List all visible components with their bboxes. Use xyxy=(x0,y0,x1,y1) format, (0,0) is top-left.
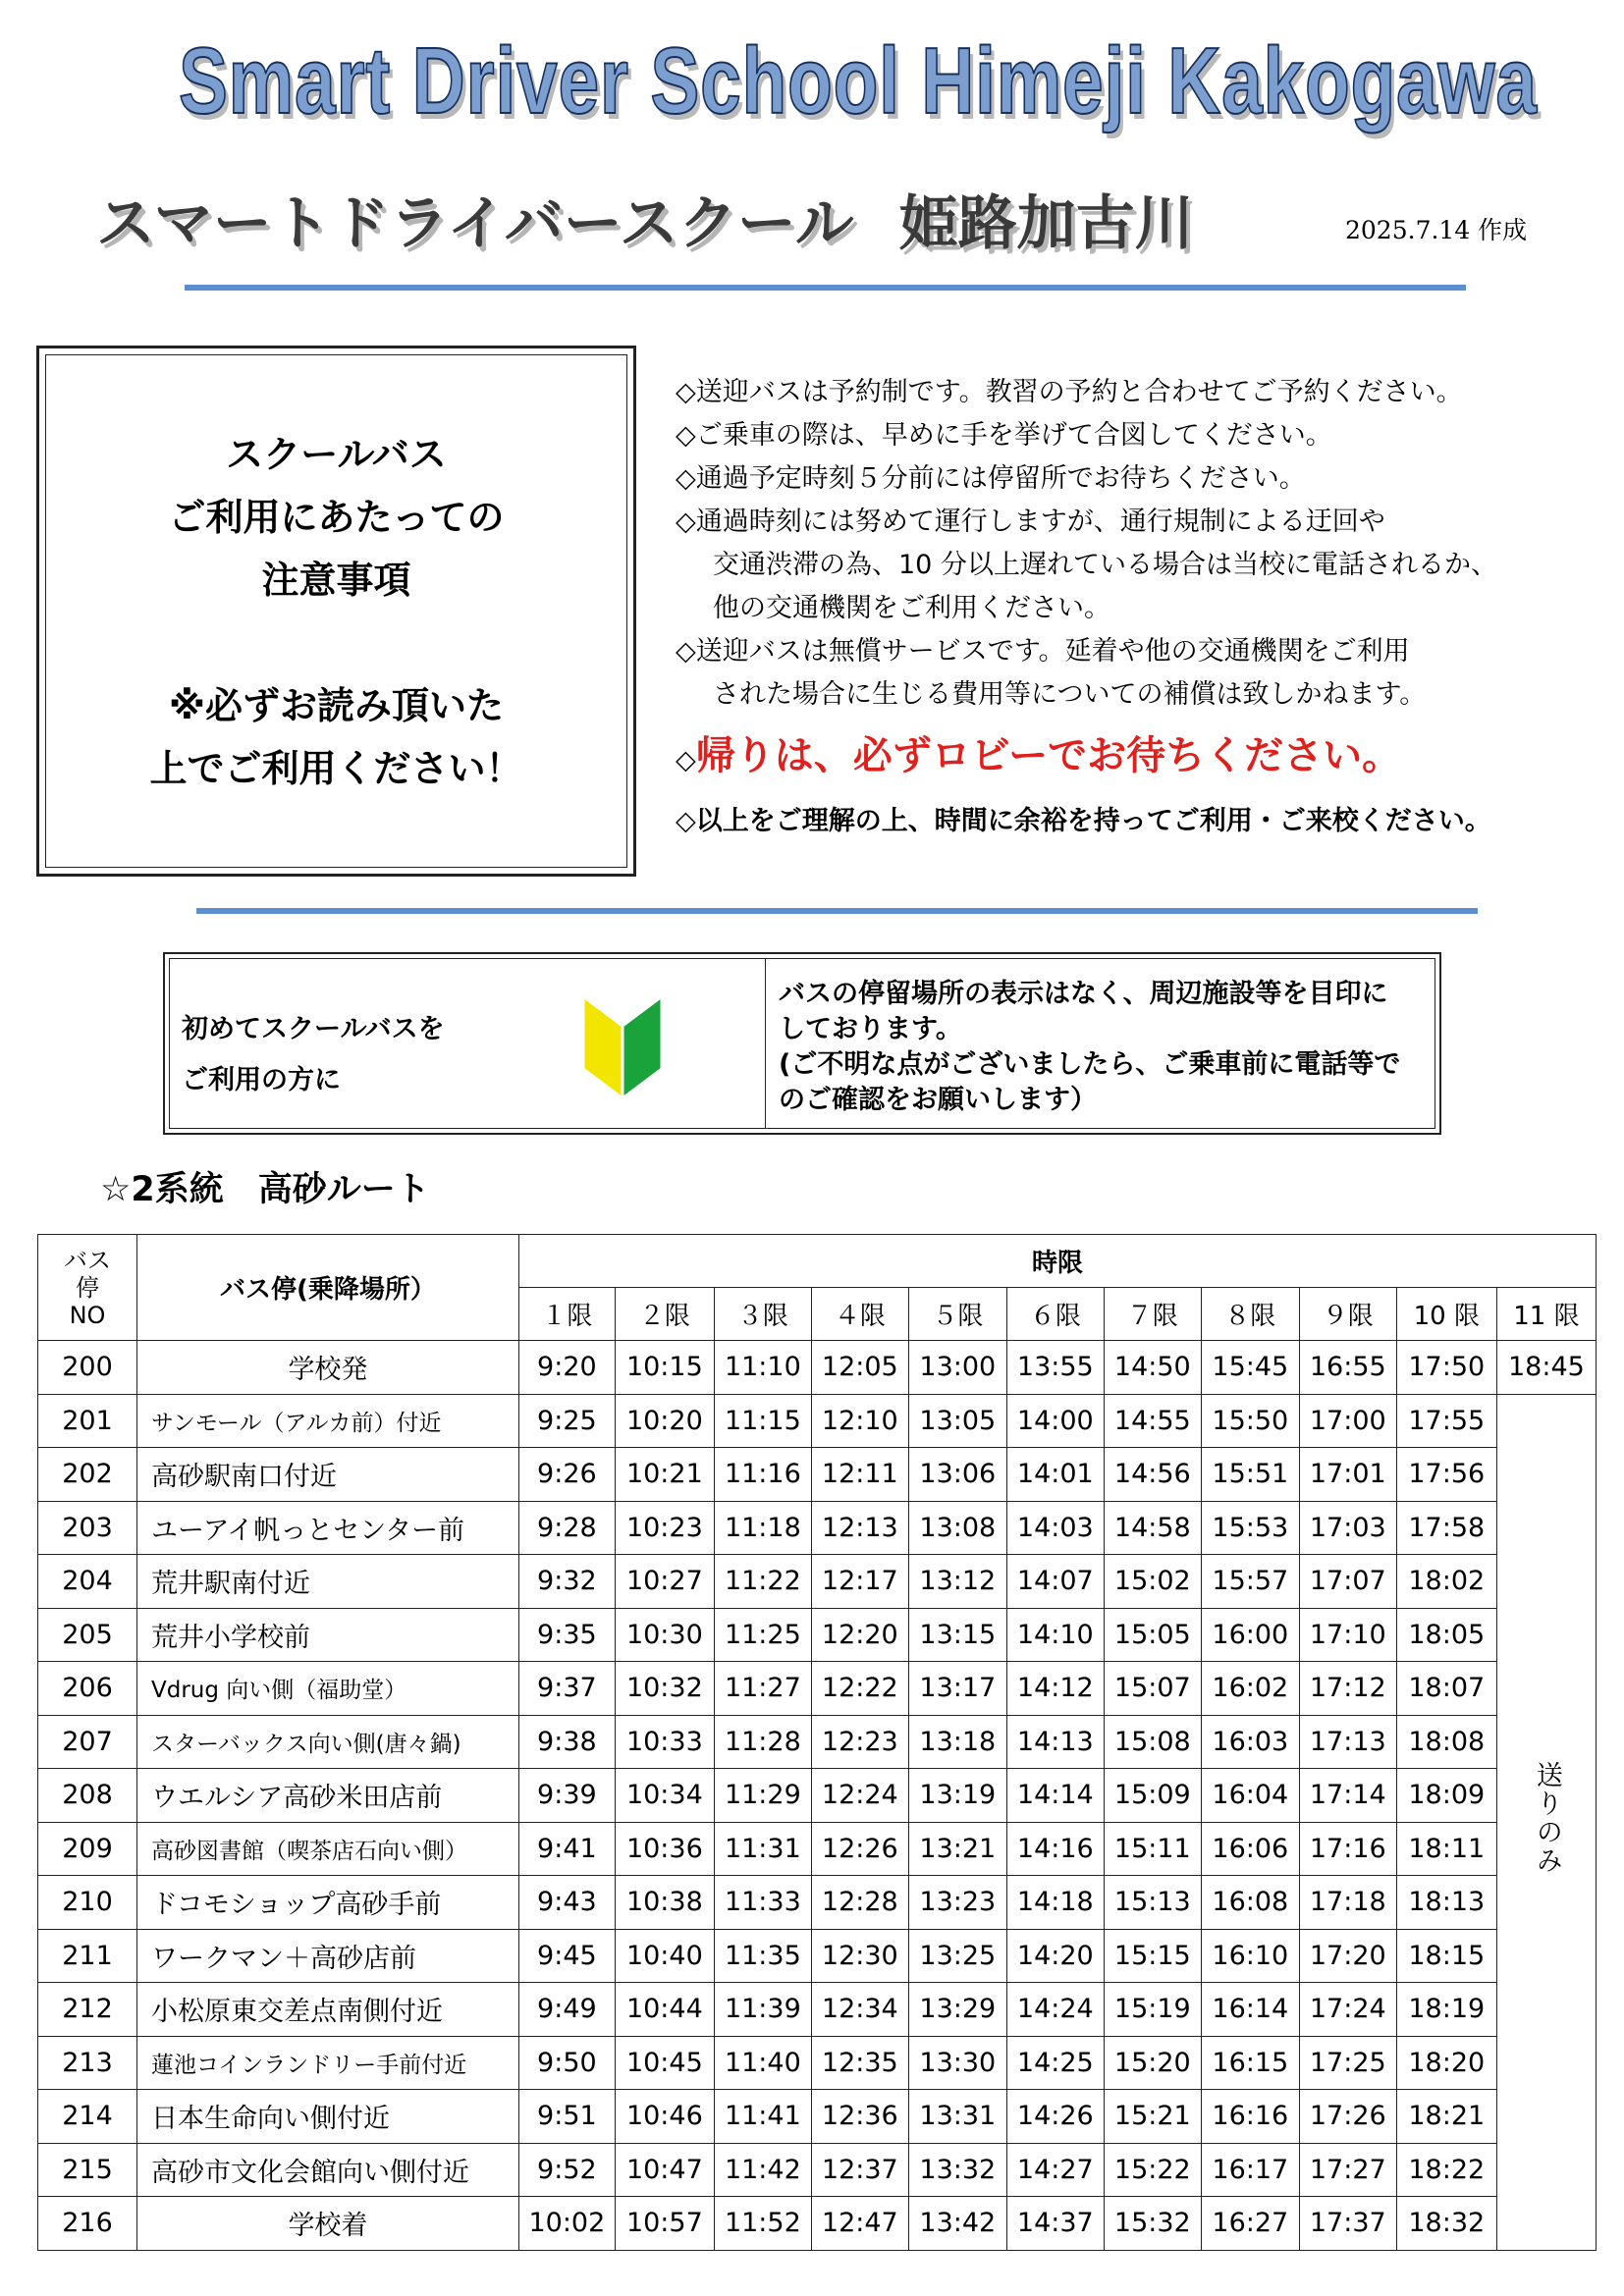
note-delay-2: 交通渋滞の為、10 分以上遅れている場合は当校に電話されるか、 xyxy=(713,550,1497,580)
note-signal: ◇ご乗車の際は、早めに手を挙げて合図してください。 xyxy=(676,420,1332,451)
departure-time: 18:07 xyxy=(1396,1662,1496,1716)
departure-time: 17:24 xyxy=(1299,1983,1396,2037)
table-row xyxy=(38,2036,1597,2090)
departure-time: 9:52 xyxy=(518,2143,615,2197)
stop-name: 学校着 xyxy=(137,2197,519,2251)
departure-time: 9:38 xyxy=(518,1715,615,1769)
stop-number: 212 xyxy=(38,1983,137,2037)
departure-time: 9:51 xyxy=(518,2090,615,2144)
stop-location-note xyxy=(779,977,1400,1118)
departure-time: 15:21 xyxy=(1104,2090,1201,2144)
departure-time: 16:06 xyxy=(1201,1822,1299,1876)
stop-name: 高砂図書館（喫茶店石向い側） xyxy=(137,1822,519,1876)
departure-time: 13:00 xyxy=(908,1341,1006,1395)
departure-time: 14:01 xyxy=(1006,1448,1104,1502)
departure-time: 15:57 xyxy=(1201,1555,1299,1609)
departure-time: 12:34 xyxy=(811,1983,908,2037)
departure-time: 11:39 xyxy=(714,1983,811,2037)
departure-time: 10:33 xyxy=(615,1715,714,1769)
departure-time: 12:10 xyxy=(811,1394,908,1448)
departure-time: 12:11 xyxy=(811,1448,908,1502)
stop-name: サンモール（アルカ前）付近 xyxy=(137,1394,519,1448)
departure-time: 17:25 xyxy=(1299,2036,1396,2090)
header-bus-no-2: 停 xyxy=(76,1273,99,1302)
departure-time: 17:10 xyxy=(1299,1608,1396,1662)
departure-time: 18:45 xyxy=(1496,1341,1596,1395)
notice-box-inner xyxy=(45,354,627,868)
departure-time: 13:32 xyxy=(908,2143,1006,2197)
departure-time: 10:32 xyxy=(615,1662,714,1716)
stop-name: ワークマン＋高砂店前 xyxy=(137,1929,519,1983)
table-row xyxy=(38,1983,1597,2037)
departure-time: 11:15 xyxy=(714,1394,811,1448)
departure-time: 10:36 xyxy=(615,1822,714,1876)
departure-time: 16:00 xyxy=(1201,1608,1299,1662)
created-date: 2025.7.14 作成 xyxy=(1345,216,1528,244)
stop-number: 204 xyxy=(38,1555,137,1609)
note-free-2: された場合に生じる費用等についての補償は致しかねます。 xyxy=(713,679,1427,710)
departure-time: 16:14 xyxy=(1201,1983,1299,2037)
departure-time: 11:25 xyxy=(714,1608,811,1662)
title-japanese-location: 姫路加古川 xyxy=(898,189,1194,258)
departure-time: 11:42 xyxy=(714,2143,811,2197)
notice-line-5: 上でご利用ください！ xyxy=(149,746,523,790)
departure-time: 17:12 xyxy=(1299,1662,1396,1716)
note-wait: ◇通過予定時刻５分前には停留所でお待ちください。 xyxy=(676,463,1306,494)
header-period-7: ７限 xyxy=(1104,1288,1201,1341)
departure-time: 18:21 xyxy=(1396,2090,1496,2144)
header-bus-no-3: NO xyxy=(69,1301,106,1329)
stop-number: 216 xyxy=(38,2197,137,2251)
first-time-label-1: 初めてスクールバスを xyxy=(182,1014,445,1044)
departure-time: 11:35 xyxy=(714,1929,811,1983)
departure-time: 12:35 xyxy=(811,2036,908,2090)
departure-time: 14:13 xyxy=(1006,1715,1104,1769)
departure-time: 11:10 xyxy=(714,1341,811,1395)
stop-number: 215 xyxy=(38,2143,137,2197)
departure-time: 12:24 xyxy=(811,1769,908,1823)
departure-time: 18:20 xyxy=(1396,2036,1496,2090)
departure-time: 9:26 xyxy=(518,1448,615,1502)
departure-time: 13:19 xyxy=(908,1769,1006,1823)
notice-line-4: ※必ずお読み頂いた xyxy=(169,683,504,727)
departure-time: 10:46 xyxy=(615,2090,714,2144)
departure-time: 16:04 xyxy=(1201,1769,1299,1823)
note-delay-3: 他の交通機関をご利用ください。 xyxy=(713,593,1110,623)
stop-number: 210 xyxy=(38,1876,137,1930)
departure-time: 12:47 xyxy=(811,2197,908,2251)
departure-time: 18:22 xyxy=(1396,2143,1496,2197)
departure-time: 14:14 xyxy=(1006,1769,1104,1823)
departure-time: 11:16 xyxy=(714,1448,811,1502)
departure-time: 10:20 xyxy=(615,1394,714,1448)
table-row xyxy=(38,1769,1597,1823)
departure-time: 14:20 xyxy=(1006,1929,1104,1983)
note-return-text: 帰りは、必ずロビーでお待ちください。 xyxy=(695,733,1402,778)
departure-time: 18:09 xyxy=(1396,1769,1496,1823)
departure-time: 18:02 xyxy=(1396,1555,1496,1609)
departure-time: 9:43 xyxy=(518,1876,615,1930)
note-return-mark: ◇ xyxy=(676,745,696,775)
notice-line-1: スクールバス xyxy=(226,432,447,476)
title-japanese-school: スマートドライバースクール xyxy=(96,189,854,258)
departure-time: 9:35 xyxy=(518,1608,615,1662)
departure-time: 12:22 xyxy=(811,1662,908,1716)
departure-time: 11:28 xyxy=(714,1715,811,1769)
beginner-mark-icon xyxy=(577,992,668,1102)
departure-time: 17:16 xyxy=(1299,1822,1396,1876)
stop-name: 荒井小学校前 xyxy=(137,1608,519,1662)
departure-time: 9:41 xyxy=(518,1822,615,1876)
departure-time: 17:14 xyxy=(1299,1769,1396,1823)
table-row xyxy=(38,1715,1597,1769)
header-period: 時限 xyxy=(518,1235,1596,1288)
departure-time: 18:05 xyxy=(1396,1608,1496,1662)
header-period-9: ９限 xyxy=(1299,1288,1396,1341)
stop-number: 205 xyxy=(38,1608,137,1662)
departure-time: 14:56 xyxy=(1104,1448,1201,1502)
stop-number: 200 xyxy=(38,1341,137,1395)
departure-time: 15:22 xyxy=(1104,2143,1201,2197)
departure-time: 14:24 xyxy=(1006,1983,1104,2037)
departure-time: 12:28 xyxy=(811,1876,908,1930)
departure-time: 18:19 xyxy=(1396,1983,1496,2037)
table-row xyxy=(38,1929,1597,1983)
departure-time: 15:19 xyxy=(1104,1983,1201,2037)
usage-notes xyxy=(676,371,1559,843)
note-free-1: ◇送迎バスは無償サービスです。延着や他の交通機関をご利用 xyxy=(676,636,1410,667)
departure-time: 10:15 xyxy=(615,1341,714,1395)
table-row xyxy=(38,1448,1597,1502)
notice-box xyxy=(36,346,636,877)
header-period-6: ６限 xyxy=(1006,1288,1104,1341)
departure-time: 18:15 xyxy=(1396,1929,1496,1983)
header-period-11: 11 限 xyxy=(1496,1288,1596,1341)
departure-time: 10:21 xyxy=(615,1448,714,1502)
departure-time: 10:47 xyxy=(615,2143,714,2197)
departure-time: 14:07 xyxy=(1006,1555,1104,1609)
departure-time: 18:08 xyxy=(1396,1715,1496,1769)
departure-time: 16:10 xyxy=(1201,1929,1299,1983)
departure-time: 12:05 xyxy=(811,1341,908,1395)
departure-time: 13:15 xyxy=(908,1608,1006,1662)
departure-time: 14:25 xyxy=(1006,2036,1104,2090)
stop-name: 学校発 xyxy=(137,1341,519,1395)
departure-time: 16:55 xyxy=(1299,1341,1396,1395)
departure-time: 16:08 xyxy=(1201,1876,1299,1930)
departure-time: 14:27 xyxy=(1006,2143,1104,2197)
departure-time: 17:00 xyxy=(1299,1394,1396,1448)
departure-time: 15:13 xyxy=(1104,1876,1201,1930)
table-row xyxy=(38,2197,1597,2251)
stop-number: 201 xyxy=(38,1394,137,1448)
departure-time: 14:50 xyxy=(1104,1341,1201,1395)
stop-number: 214 xyxy=(38,2090,137,2144)
departure-time: 10:44 xyxy=(615,1983,714,2037)
departure-time: 18:13 xyxy=(1396,1876,1496,1930)
departure-time: 12:37 xyxy=(811,2143,908,2197)
departure-time: 17:27 xyxy=(1299,2143,1396,2197)
note-return-lobby xyxy=(676,726,1559,790)
departure-time: 15:02 xyxy=(1104,1555,1201,1609)
departure-time: 15:08 xyxy=(1104,1715,1201,1769)
departure-time: 10:30 xyxy=(615,1608,714,1662)
departure-time: 10:40 xyxy=(615,1929,714,1983)
table-row xyxy=(38,1822,1597,1876)
departure-time: 13:21 xyxy=(908,1822,1006,1876)
departure-time: 12:36 xyxy=(811,2090,908,2144)
departure-time: 16:02 xyxy=(1201,1662,1299,1716)
departure-time: 15:05 xyxy=(1104,1608,1201,1662)
departure-time: 9:50 xyxy=(518,2036,615,2090)
departure-time: 17:13 xyxy=(1299,1715,1396,1769)
notice-line-2: ご利用にあたっての xyxy=(168,495,505,539)
departure-time: 10:27 xyxy=(615,1555,714,1609)
departure-time: 14:00 xyxy=(1006,1394,1104,1448)
table-row xyxy=(38,1876,1597,1930)
departure-time: 15:50 xyxy=(1201,1394,1299,1448)
departure-time: 9:20 xyxy=(518,1341,615,1395)
departure-time: 15:15 xyxy=(1104,1929,1201,1983)
stop-name: ユーアイ帆っとセンター前 xyxy=(137,1501,519,1555)
table-row xyxy=(38,1341,1597,1395)
departure-time: 15:51 xyxy=(1201,1448,1299,1502)
departure-time: 14:03 xyxy=(1006,1501,1104,1555)
note-delay-1: ◇通過時刻には努めて運行しますが、通行規制による迂回や xyxy=(676,507,1385,537)
departure-time: 15:07 xyxy=(1104,1662,1201,1716)
stop-note-3: (ご不明な点がございましたら、ご乗車前に電話等で xyxy=(779,1049,1401,1080)
departure-time: 15:53 xyxy=(1201,1501,1299,1555)
departure-time: 12:13 xyxy=(811,1501,908,1555)
departure-time: 13:06 xyxy=(908,1448,1006,1502)
info-divider xyxy=(765,959,766,1128)
departure-time: 14:18 xyxy=(1006,1876,1104,1930)
departure-time: 15:20 xyxy=(1104,2036,1201,2090)
first-time-info-inner xyxy=(169,958,1435,1129)
departure-time: 10:45 xyxy=(615,2036,714,2090)
departure-time: 9:32 xyxy=(518,1555,615,1609)
departure-time: 18:32 xyxy=(1396,2197,1496,2251)
header-period-2: ２限 xyxy=(615,1288,714,1341)
departure-time: 12:30 xyxy=(811,1929,908,1983)
departure-time: 13:18 xyxy=(908,1715,1006,1769)
departure-time: 16:16 xyxy=(1201,2090,1299,2144)
stop-number: 209 xyxy=(38,1822,137,1876)
section-divider xyxy=(196,908,1478,914)
departure-time: 17:01 xyxy=(1299,1448,1396,1502)
stop-name: 蓮池コインランドリー手前付近 xyxy=(137,2036,519,2090)
title-japanese xyxy=(96,177,1194,261)
departure-time: 15:09 xyxy=(1104,1769,1201,1823)
departure-time: 13:42 xyxy=(908,2197,1006,2251)
departure-time: 10:38 xyxy=(615,1876,714,1930)
table-row xyxy=(38,1608,1597,1662)
stop-number: 211 xyxy=(38,1929,137,1983)
departure-time: 11:33 xyxy=(714,1876,811,1930)
first-time-label-2: ご利用の方に xyxy=(182,1065,341,1095)
departure-time: 9:49 xyxy=(518,1983,615,2037)
header-bus-stop: バス停(乗降場所） xyxy=(137,1235,519,1341)
departure-time: 16:15 xyxy=(1201,2036,1299,2090)
stop-name: ウエルシア高砂米田店前 xyxy=(137,1769,519,1823)
departure-time: 9:37 xyxy=(518,1662,615,1716)
departure-time: 10:02 xyxy=(518,2197,615,2251)
stop-number: 203 xyxy=(38,1501,137,1555)
header-divider xyxy=(185,285,1466,291)
departure-time: 11:40 xyxy=(714,2036,811,2090)
departure-time: 12:26 xyxy=(811,1822,908,1876)
departure-time: 14:26 xyxy=(1006,2090,1104,2144)
stop-note-4: のご確認をお願いします） xyxy=(779,1085,1097,1115)
table-row xyxy=(38,1394,1597,1448)
departure-time: 13:05 xyxy=(908,1394,1006,1448)
send-only-label: 送りのみ xyxy=(1531,1760,1562,1875)
departure-time: 17:20 xyxy=(1299,1929,1396,1983)
departure-time: 13:30 xyxy=(908,2036,1006,2090)
stop-number: 207 xyxy=(38,1715,137,1769)
departure-time: 12:17 xyxy=(811,1555,908,1609)
note-reservation: ◇送迎バスは予約制です。教習の予約と合わせてご予約ください。 xyxy=(676,377,1463,407)
table-row xyxy=(38,1662,1597,1716)
departure-time: 16:03 xyxy=(1201,1715,1299,1769)
departure-time: 14:10 xyxy=(1006,1608,1104,1662)
departure-time: 11:41 xyxy=(714,2090,811,2144)
departure-time: 17:50 xyxy=(1396,1341,1496,1395)
stop-name: 高砂駅南口付近 xyxy=(137,1448,519,1502)
departure-time: 11:52 xyxy=(714,2197,811,2251)
departure-time: 10:57 xyxy=(615,2197,714,2251)
first-time-info-box xyxy=(163,952,1441,1135)
beginner-mark-right-icon xyxy=(623,996,662,1098)
timetable xyxy=(37,1234,1597,2251)
stop-note-1: バスの停留場所の表示はなく、周辺施設等を目印に xyxy=(779,979,1388,1009)
departure-time: 14:55 xyxy=(1104,1394,1201,1448)
departure-time: 10:34 xyxy=(615,1769,714,1823)
departure-time: 13:55 xyxy=(1006,1341,1104,1395)
departure-time: 17:18 xyxy=(1299,1876,1396,1930)
departure-time: 13:08 xyxy=(908,1501,1006,1555)
stop-number: 208 xyxy=(38,1769,137,1823)
departure-time: 15:32 xyxy=(1104,2197,1201,2251)
stop-number: 206 xyxy=(38,1662,137,1716)
header-bus-no xyxy=(38,1235,137,1341)
table-row xyxy=(38,2143,1597,2197)
departure-time: 17:37 xyxy=(1299,2197,1396,2251)
stop-name: 高砂市文化会館向い側付近 xyxy=(137,2143,519,2197)
departure-time: 10:23 xyxy=(615,1501,714,1555)
departure-time: 13:23 xyxy=(908,1876,1006,1930)
departure-time: 16:17 xyxy=(1201,2143,1299,2197)
header-bus-no-1: バス xyxy=(64,1246,111,1274)
departure-time: 18:11 xyxy=(1396,1822,1496,1876)
departure-time: 13:17 xyxy=(908,1662,1006,1716)
stop-name: 日本生命向い側付近 xyxy=(137,2090,519,2144)
stop-name: Vdrug 向い側（福助堂） xyxy=(137,1662,519,1716)
send-only-note xyxy=(1496,1394,1596,2250)
departure-time: 17:26 xyxy=(1299,2090,1396,2144)
departure-time: 16:27 xyxy=(1201,2197,1299,2251)
beginner-mark-left-icon xyxy=(583,996,623,1098)
departure-time: 11:18 xyxy=(714,1501,811,1555)
title-english: Smart Driver School Himeji Kakogawa xyxy=(178,28,1538,133)
departure-time: 14:58 xyxy=(1104,1501,1201,1555)
departure-time: 12:23 xyxy=(811,1715,908,1769)
departure-time: 9:28 xyxy=(518,1501,615,1555)
stop-name: スターバックス向い側(唐々鍋) xyxy=(137,1715,519,1769)
departure-time: 14:37 xyxy=(1006,2197,1104,2251)
departure-time: 17:03 xyxy=(1299,1501,1396,1555)
departure-time: 15:11 xyxy=(1104,1822,1201,1876)
first-time-label xyxy=(182,1004,445,1106)
departure-time: 9:39 xyxy=(518,1769,615,1823)
departure-time: 11:22 xyxy=(714,1555,811,1609)
departure-time: 13:29 xyxy=(908,1983,1006,2037)
notice-line-3: 注意事項 xyxy=(261,558,411,602)
stop-name: ドコモショップ高砂手前 xyxy=(137,1876,519,1930)
stop-number: 202 xyxy=(38,1448,137,1502)
departure-time: 11:31 xyxy=(714,1822,811,1876)
table-row xyxy=(38,2090,1597,2144)
route-title: ☆2系統 高砂ルート xyxy=(100,1170,430,1209)
header-period-8: ８限 xyxy=(1201,1288,1299,1341)
departure-time: 17:07 xyxy=(1299,1555,1396,1609)
header-period-10: 10 限 xyxy=(1396,1288,1496,1341)
departure-time: 12:20 xyxy=(811,1608,908,1662)
header-period-4: ４限 xyxy=(811,1288,908,1341)
departure-time: 13:25 xyxy=(908,1929,1006,1983)
stop-number: 213 xyxy=(38,2036,137,2090)
table-row xyxy=(38,1501,1597,1555)
departure-time: 17:56 xyxy=(1396,1448,1496,1502)
header-period-5: ５限 xyxy=(908,1288,1006,1341)
note-final: ◇以上をご理解の上、時間に余裕を持ってご利用・ご来校ください。 xyxy=(676,806,1491,836)
stop-note-2: しております。 xyxy=(779,1014,962,1044)
table-row xyxy=(38,1555,1597,1609)
departure-time: 14:12 xyxy=(1006,1662,1104,1716)
stop-name: 小松原東交差点南側付近 xyxy=(137,1983,519,2037)
departure-time: 17:58 xyxy=(1396,1501,1496,1555)
departure-time: 13:31 xyxy=(908,2090,1006,2144)
stop-name: 荒井駅南付近 xyxy=(137,1555,519,1609)
header-period-3: ３限 xyxy=(714,1288,811,1341)
departure-time: 11:27 xyxy=(714,1662,811,1716)
departure-time: 9:25 xyxy=(518,1394,615,1448)
departure-time: 17:55 xyxy=(1396,1394,1496,1448)
departure-time: 13:12 xyxy=(908,1555,1006,1609)
departure-time: 9:45 xyxy=(518,1929,615,1983)
departure-time: 15:45 xyxy=(1201,1341,1299,1395)
departure-time: 11:29 xyxy=(714,1769,811,1823)
header-period-1: １限 xyxy=(518,1288,615,1341)
departure-time: 14:16 xyxy=(1006,1822,1104,1876)
